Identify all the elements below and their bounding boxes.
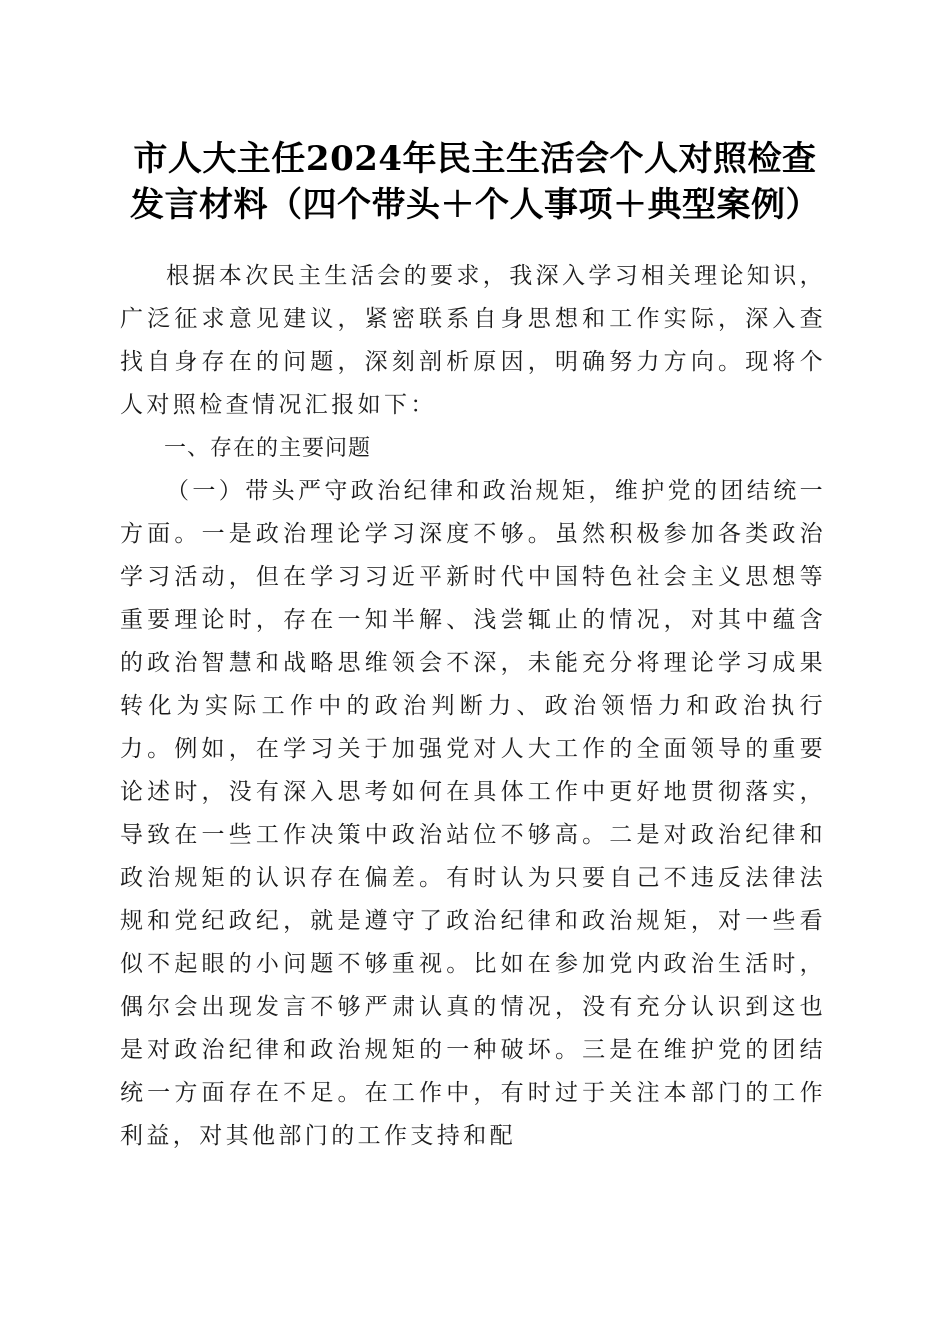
section-heading: 一、存在的主要问题 [164,436,372,461]
title-line-2: 发言材料（四个带头＋个人事项＋典型案例） [130,185,820,225]
document-body [120,255,826,1158]
subsection-paragraph [120,470,826,1158]
intro-paragraph: 根据本次民主生活会的要求，我深入学习相关理论知识，广泛征求意见建议，紧密联系自身思想和工作实际，深入查找自身存在的问题，深刻剖析原因，明确努力方向。现将个人对照检查情况汇报如下： [120,263,826,418]
subsection-body: 一是政治理论学习深度不够。虽然积极参加各类政治学习活动，但在学习习近平新时代中国特色社会主义思想等重要理论时，存在一知半解、浅尝辄止的情况，对其中蕴含的政治智慧和战略思维领会不深，未能充分将理论学习成果转化为实际工作中的政治判断力、政治领悟力和政治执行力。例如，在学习关于加强党对人大工作的全面领导的重要论述时，没有深入思考如何在具体工作中更好地贯彻落实，导致在一些工作决策中政治站位不够高。二是对政治纪律和政治规矩的认识存在偏差。有时认为只要自己不违反法律法规和党纪政纪，就是遵守了政治纪律和政治规矩，对一些看似不起眼的小问题不够重视。比如在参加党内政治生活时，偶尔会出现发言不够严肃认真的情况，没有充分认识到这也是对政治纪律和政治规矩的一种破坏。三是在维护党的团结统一方面存在不足。在工作中，有时过于关注本部门的工作利益，对其他部门的工作支持和配 [120,521,827,1149]
subsection-heading: （一）带头严守政治纪律和政治规矩，维护党的团结统一方面。 [120,478,826,547]
document-title [100,136,850,228]
title-line-1: 市人大主任2024年民主生活会个人对照检查 [133,139,817,179]
